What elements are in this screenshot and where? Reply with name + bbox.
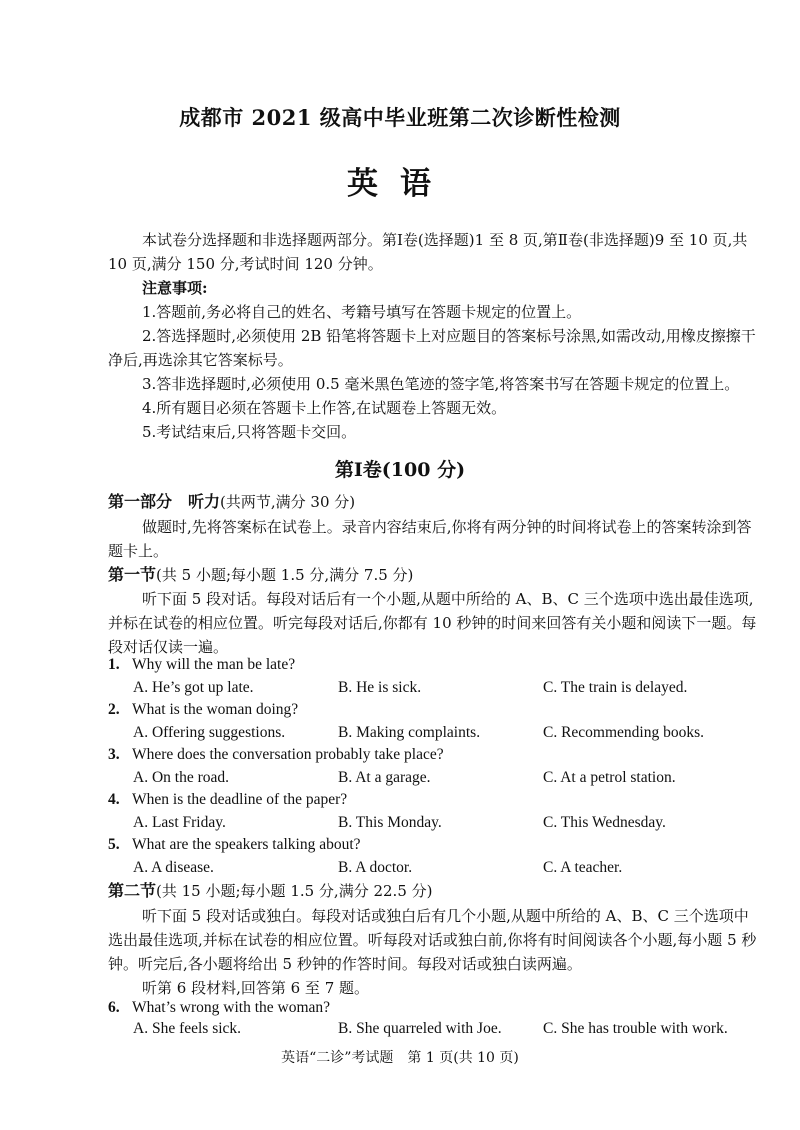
volume-heading: 第Ⅰ卷(100 分) [334,459,466,481]
option-b: B. He is sick. [338,679,422,696]
option-a: A. Offering suggestions. [133,724,286,741]
question-text: Why will the man be late? [132,656,296,673]
question-number: 4. [108,791,120,808]
question-text: What’s wrong with the woman? [132,999,331,1016]
note-item-1: 1.答题前,务必将自己的姓名、考籍号填写在答题卡规定的位置上。 [142,303,582,321]
note-item-2: 2.答选择题时,必须使用 2B 铅笔将答题卡上对应题目的答案标号涂黑,如需改动,用橡皮擦擦干净后,再选涂其它答案标号。 [108,327,756,369]
section1-heading [108,563,413,587]
note-item-3: 3.答非选择题时,必须使用 0.5 毫米黑色笔迹的签字笔,将答案书写在答题卡规定的位置上。 [142,375,740,393]
section1-heading-detail: (共 5 小题;每小题 1.5 分,满分 7.5 分) [156,566,414,584]
option-c: C. The train is delayed. [543,679,688,696]
part1-instruction: 做题时,先将答案标在试卷上。录音内容结束后,你将有两分钟的时间将试卷上的答案转涂到答题卡上。 [108,518,752,560]
question-1 [108,656,295,674]
option-b: B. A doctor. [338,859,413,876]
question-text: What are the speakers talking about? [132,836,361,853]
part1-heading [108,490,355,514]
question-text: What is the woman doing? [132,701,299,718]
question-5 [108,836,361,854]
option-a: A. A disease. [133,859,214,876]
part1-heading-label: 第一部分 听力 [108,492,221,511]
option-c: C. She has trouble with work. [543,1020,728,1037]
note-item-4: 4.所有题目必须在答题卡上作答,在试题卷上答题无效。 [142,399,507,417]
option-a: A. Last Friday. [133,814,226,831]
option-c: C. Recommending books. [543,724,705,741]
option-b: B. At a garage. [338,769,431,786]
question-4 [108,791,347,809]
note-item-5: 5.考试结束后,只将答题卡交回。 [142,423,357,441]
option-c: C. A teacher. [543,859,623,876]
part1-heading-detail: (共两节,满分 30 分) [220,493,356,511]
option-c: C. At a petrol station. [543,769,676,786]
question-text: When is the deadline of the paper? [132,791,348,808]
option-b: B. Making complaints. [338,724,481,741]
section2-heading-detail: (共 15 小题;每小题 1.5 分,满分 22.5 分) [156,882,433,900]
exam-title: 成都市 2021 级高中毕业班第二次诊断性检测 [179,105,621,130]
option-a: A. On the road. [133,769,229,786]
question-number: 6. [108,999,120,1016]
section1-instruction: 听下面 5 段对话。每段对话后有一个小题,从题中所给的 A、B、C 三个选项中选出最佳选项,并标在试卷的相应位置。听完每段对话后,你都有 10 秒钟的时间来回答有关小题和阅读下一题。每段对话仅读一遍。 [108,590,757,656]
section2-instruction: 听下面 5 段对话或独白。每段对话或独白后有几个小题,从题中所给的 A、B、C 三个选项中选出最佳选项,并标在试卷的相应位置。听每段对话或独白前,你将有时间阅读各个小题,每小题 5 秒钟。听完后,各小题将给出 5 秒钟的作答时间。每段对话或独白读两遍。 [108,907,757,973]
notes-title: 注意事项: [142,279,208,297]
section2-heading-label: 第二节 [108,881,157,900]
question-number: 3. [108,746,120,763]
intro-paragraph: 本试卷分选择题和非选择题两部分。第Ⅰ卷(选择题)1 至 8 页,第Ⅱ卷(非选择题)9 至 10 页,共 10 页,满分 150 分,考试时间 120 分钟。 [108,231,748,273]
section2-heading [108,879,433,903]
question-6 [108,999,330,1017]
question-3 [108,746,444,764]
material-note: 听第 6 段材料,回答第 6 至 7 题。 [142,979,370,997]
option-b: B. She quarreled with Joe. [338,1020,502,1037]
option-a: A. He’s got up late. [133,679,254,696]
section1-heading-label: 第一节 [108,565,157,584]
question-number: 5. [108,836,120,853]
option-c: C. This Wednesday. [543,814,666,831]
question-text: Where does the conversation probably take place? [132,746,444,763]
question-2 [108,701,298,719]
option-a: A. She feels sick. [133,1020,242,1037]
page-footer: 英语“二诊”考试题 第 1 页(共 10 页) [281,1050,519,1066]
question-number: 2. [108,701,120,718]
subject-title: 英语 [347,166,453,202]
option-b: B. This Monday. [338,814,442,831]
question-number: 1. [108,656,120,673]
